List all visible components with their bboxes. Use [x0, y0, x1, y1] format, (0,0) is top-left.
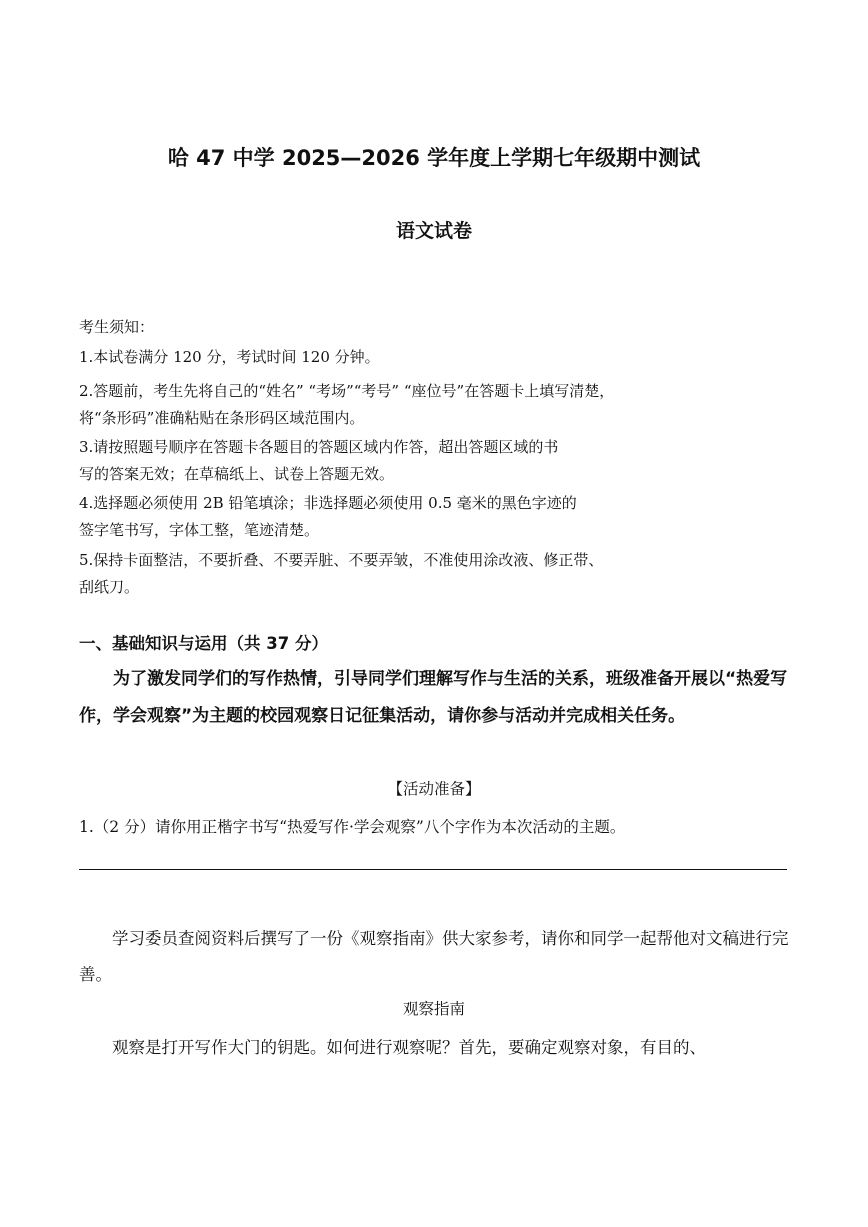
section-heading: 一、基础知识与运用（共 37 分） — [79, 634, 328, 653]
question-1: 1.（2 分）请你用正楷字书写“热爱写作·学会观察”八个字作为本次活动的主题。 — [79, 818, 626, 836]
section-intro: 为了激发同学们的写作热情，引导同学们理解写作与生活的关系，班级准备开展以“热爱写作，学会观察”为主题的校园观察日记征集活动，请你参与活动并完成相关任务。 — [79, 669, 788, 726]
notice-item-3 — [79, 434, 789, 488]
notice-item-5-line2: 刮纸刀。 — [79, 578, 140, 596]
notice-item-2-line1: 2.答题前，考生先将自己的“姓名” “考场”“考号” “座位号”在答题卡上填写清楚， — [79, 382, 615, 400]
notice-item-5 — [79, 547, 789, 601]
notice-item-3-line2: 写的答案无效；在草稿纸上、试卷上答题无效。 — [79, 465, 395, 483]
notice-item-1 — [79, 344, 789, 371]
guide-intro-paragraph: 学习委员查阅资料后撰写了一份《观察指南》供大家参考，请你和同学一起帮他对文稿进行完善。 — [79, 929, 789, 984]
notice-item-5-line1: 5.保持卡面整洁，不要折叠、不要弄脏、不要弄皱，不准使用涂改液、修正带、 — [79, 551, 604, 569]
exam-title: 哈 47 中学 2025—2026 学年度上学期七年级期中测试 — [167, 146, 701, 170]
activity-label: 【活动准备】 — [387, 780, 481, 798]
guide-title: 观察指南 — [402, 1000, 465, 1018]
notice-item-4 — [79, 490, 789, 544]
guide-text: 观察是打开写作大门的钥匙。如何进行观察呢？首先，要确定观察对象，有目的、 — [112, 1038, 706, 1057]
notice-item-2-line2: 将“条形码”准确粘贴在条形码区域范围内。 — [79, 409, 365, 427]
answer-line — [79, 869, 787, 870]
notice-item-4-line2: 签字笔书写，字体工整，笔迹清楚。 — [79, 521, 320, 539]
notice-item-3-line1: 3.请按照题号顺序在答题卡各题目的答题区域内作答，超出答题区域的书 — [79, 438, 559, 456]
notice-item-1-text: 1.本试卷满分 120 分，考试时间 120 分钟。 — [79, 348, 380, 366]
exam-subtitle: 语文试卷 — [395, 220, 472, 242]
notice-item-2 — [79, 378, 789, 432]
notice-heading: 考生须知： — [79, 318, 155, 336]
notice-item-4-line1: 4.选择题必须使用 2B 铅笔填涂；非选择题必须使用 0.5 毫米的黑色字迹的 — [79, 494, 577, 512]
